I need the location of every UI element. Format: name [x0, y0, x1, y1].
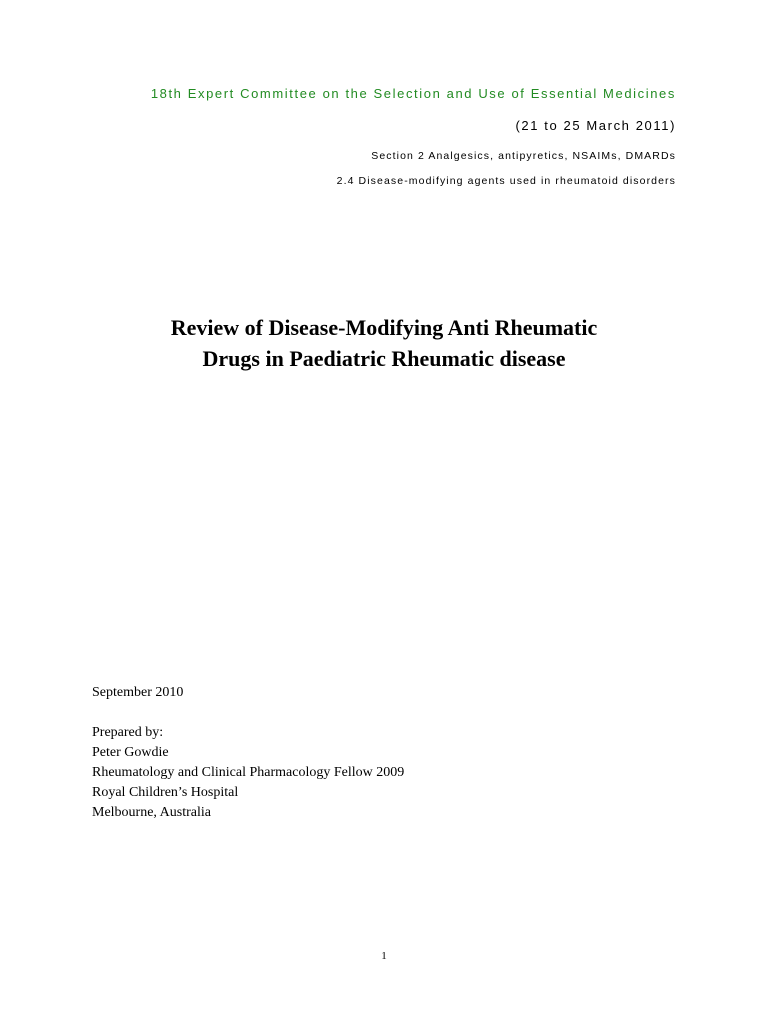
meeting-dates: (21 to 25 March 2011): [515, 118, 676, 133]
section-heading: Section 2 Analgesics, antipyretics, NSAIMs, DMARDs: [371, 150, 676, 162]
author-institution: Royal Children’s Hospital: [92, 785, 239, 800]
author-role: Rheumatology and Clinical Pharmacology Fellow 2009: [92, 765, 405, 780]
committee-header: 18th Expert Committee on the Selection and Use of Essential Medicines: [150, 86, 676, 101]
title-line-1: Review of Disease-Modifying Anti Rheumatic: [170, 315, 598, 340]
page-number: 1: [381, 950, 387, 962]
prepared-by-label: Prepared by:: [92, 725, 164, 740]
document-date: September 2010: [92, 685, 184, 700]
prepared-by-block: [92, 723, 404, 823]
subsection-heading: 2.4 Disease-modifying agents used in rheumatoid disorders: [336, 175, 676, 187]
title-line-2: Drugs in Paediatric Rheumatic disease: [202, 346, 566, 371]
author-location: Melbourne, Australia: [92, 805, 211, 820]
author-name: Peter Gowdie: [92, 745, 169, 760]
document-title: [0, 312, 768, 374]
